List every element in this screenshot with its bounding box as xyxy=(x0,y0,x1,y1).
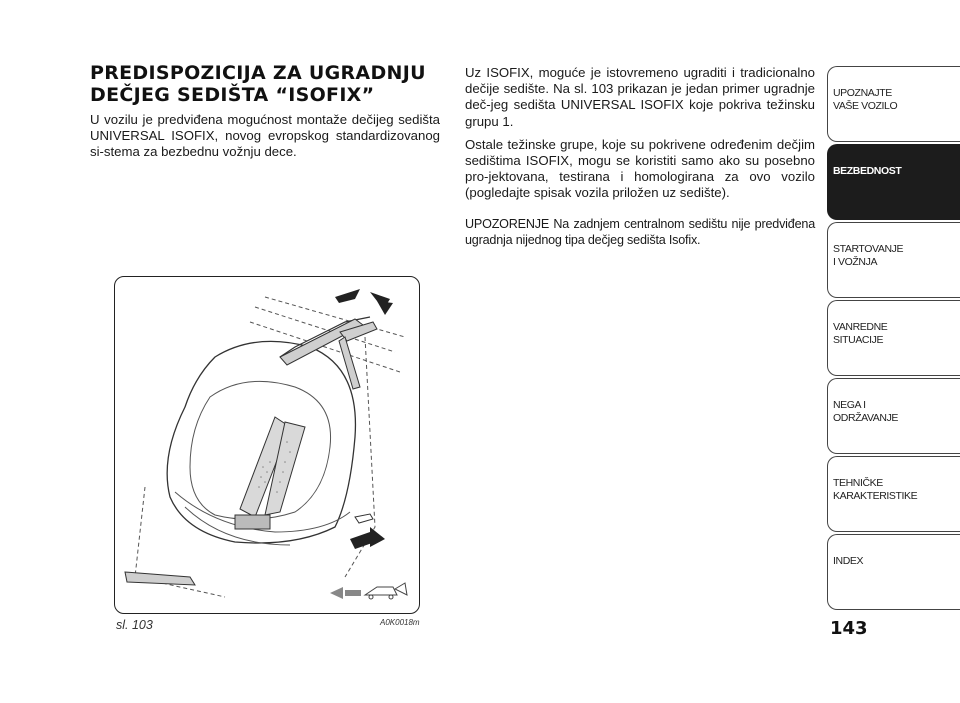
tab-label-line-1: BEZBEDNOST xyxy=(833,165,902,177)
tab-vanredne[interactable] xyxy=(827,300,960,376)
warning-paragraph: UPOZORENJE Na zadnjem centralnom sedištu nije predviđena ugradnja nijednog tipa dečjeg sedišta Isofix. xyxy=(465,216,815,247)
paragraph-isofix-traditional: Uz ISOFIX, moguće je istovremeno ugraditi i tradicionalno dečije sedište. Na sl. 103 prikazan je jedan primer ugradnje deč-jeg sedišta UNIVERSAL ISOFIX koje pokriva težinsku grupu 1. xyxy=(465,65,815,129)
tab-index[interactable] xyxy=(827,534,960,610)
section-heading xyxy=(90,62,440,106)
tab-label-line-2: KARAKTERISTIKE xyxy=(833,490,918,502)
right-column xyxy=(465,65,815,255)
tab-label-line-2: I VOŽNJA xyxy=(833,256,878,268)
tab-label-line-2: SITUACIJE xyxy=(833,334,884,346)
child-seat-drawing xyxy=(115,277,419,613)
tab-label-line-2: VAŠE VOZILO xyxy=(833,100,898,112)
tab-label-line-1: STARTOVANJE xyxy=(833,243,904,255)
page-number: 143 xyxy=(830,618,868,639)
figure-caption: sl. 103 xyxy=(116,618,153,632)
tab-bezbednost[interactable] xyxy=(827,144,960,220)
tab-label-line-1: INDEX xyxy=(833,555,864,567)
tab-label-line-1: VANREDNE xyxy=(833,321,888,333)
tab-label-line-1: UPOZNAJTE xyxy=(833,87,892,99)
heading-line-1: PREDISPOZICIJA ZA UGRADNJU xyxy=(90,62,426,84)
tab-startovanje[interactable] xyxy=(827,222,960,298)
tab-label-line-1: TEHNIČKE xyxy=(833,477,883,489)
tab-tehnicke[interactable] xyxy=(827,456,960,532)
paragraph-weight-groups: Ostale težinske grupe, koje su pokrivene određenim dečjim sedištima ISOFIX, mogu se koristiti samo ako su posebno pro-jektovana, testirana i homologirana za ovo vozilo (pogledajte spisak vozila priložen uz sedište). xyxy=(465,136,815,201)
intro-paragraph: U vozilu je predviđena mogućnost montaže dečijeg sedišta UNIVERSAL ISOFIX, novog evropskog standardizovanog si-stema za bezbednu vožnju dece. xyxy=(90,112,440,160)
heading-line-2: DEČJEG SEDIŠTA “ISOFIX” xyxy=(90,84,375,106)
tab-upoznajte[interactable] xyxy=(827,66,960,142)
figure-code: A0K0018m xyxy=(380,618,420,627)
figure-child-seat-illustration xyxy=(114,276,420,614)
tab-nega[interactable] xyxy=(827,378,960,454)
tab-label-line-2: ODRŽAVANJE xyxy=(833,412,899,424)
tab-label-line-1: NEGA I xyxy=(833,399,866,411)
